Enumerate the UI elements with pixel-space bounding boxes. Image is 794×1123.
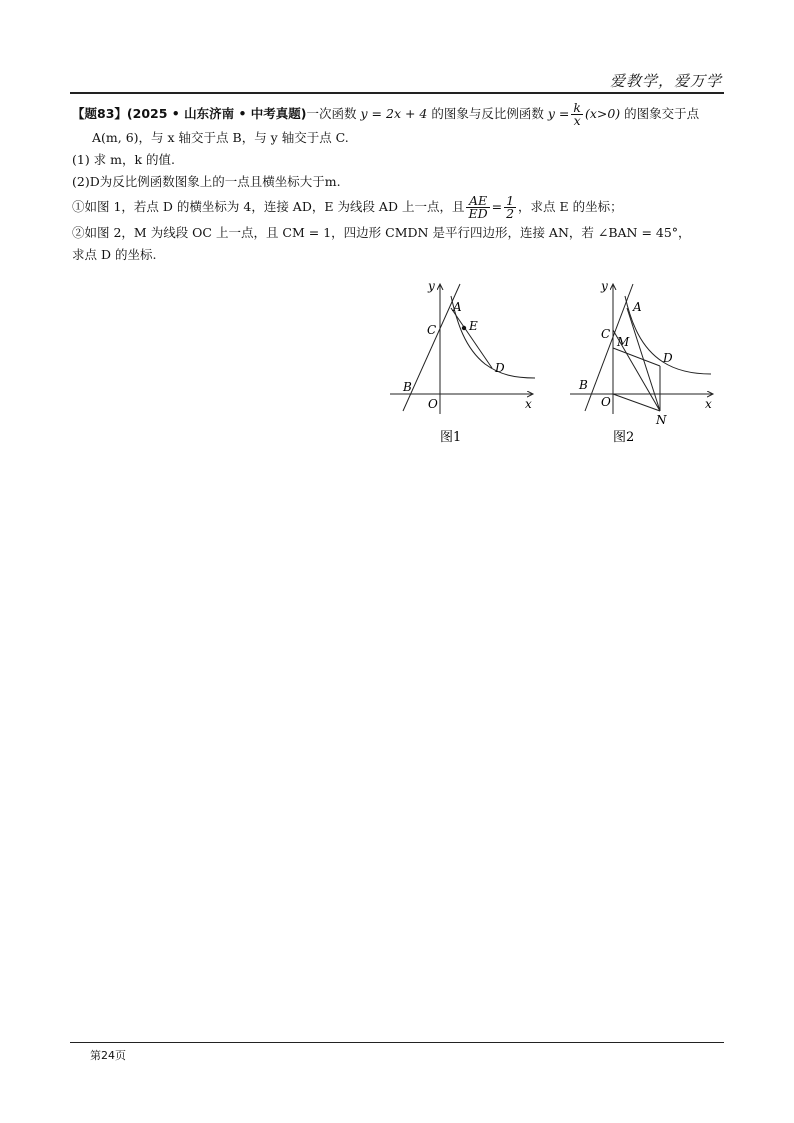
problem-source: (2025 • 山东济南 • 中考真题) [126, 106, 307, 121]
problem-block [72, 102, 726, 266]
inverse-condition: (x>0) [584, 106, 621, 121]
ratio-value-fraction [504, 195, 516, 220]
label-a: A [633, 300, 642, 314]
segment-ad [451, 308, 492, 368]
segment-an [627, 308, 660, 411]
segment-on [613, 394, 660, 411]
question-2b: ②如图 2，M 为线段 OC 上一点，且 CM = 1，四边形 CMDN 是平行四边形，连接 AN，若 ∠BAN = 45°， [72, 225, 691, 240]
label-o: O [601, 395, 611, 409]
stem-part2: 的图象与反比例函数 [431, 106, 544, 121]
label-x: x [525, 397, 532, 411]
label-y: y [601, 279, 608, 293]
label-n: N [656, 413, 667, 427]
question-1: (1) 求 m，k 的值. [72, 152, 176, 167]
inverse-numerator: k [573, 100, 581, 115]
question-2: (2)D为反比例函数图象上的一点且横坐标大于m. [72, 174, 341, 189]
header-rule [70, 92, 724, 94]
problem-line-2: A(m, 6)，与 x 轴交于点 B，与 y 轴交于点 C. [92, 130, 349, 145]
question-2a-part1: ①如图 1，若点 D 的横坐标为 4，连接 AD，E 为线段 AD 上一点，且 [72, 199, 465, 214]
label-d: D [663, 351, 673, 365]
figure-1-caption: 图1 [440, 430, 462, 445]
inverse-fraction [571, 102, 583, 127]
problem-line-1 [72, 102, 726, 127]
inverse-denominator: x [573, 113, 581, 128]
page-number: 第24页 [90, 1049, 126, 1062]
question-2b-line2: 求点 D 的坐标. [72, 247, 157, 262]
header-slogan: 爱教学，爱万学 [609, 72, 722, 90]
ratio-numerator: AE [466, 195, 489, 208]
footer-rule [70, 1042, 724, 1043]
label-d: D [495, 361, 505, 375]
label-c: C [601, 327, 611, 341]
ratio-denominator: ED [468, 206, 488, 221]
linear-equation: y = 2x + 4 [360, 106, 428, 121]
problem-tag: 【题83】 [72, 106, 127, 121]
inverse-lhs: y = [547, 106, 570, 121]
label-e: E [469, 319, 478, 333]
point-e [462, 326, 466, 330]
figure-2 [565, 278, 725, 448]
figure-1 [385, 278, 545, 448]
question-2a-part2: ，求点 E 的坐标； [518, 199, 623, 214]
label-b: B [579, 378, 588, 392]
figure-2-caption: 图2 [613, 430, 635, 445]
question-2a [72, 195, 726, 220]
label-m: M [617, 335, 630, 349]
stem-part1: 一次函数 [306, 106, 357, 121]
ratio-fraction [466, 195, 489, 220]
ratio-value-numerator: 1 [506, 193, 515, 208]
label-b: B [403, 380, 412, 394]
hyperbola-curve [451, 296, 535, 378]
segment-md [613, 348, 660, 366]
label-c: C [427, 323, 437, 337]
ratio-value-denominator: 2 [506, 206, 515, 221]
label-a: A [453, 300, 462, 314]
ratio-equals: = [491, 199, 503, 214]
label-y: y [428, 279, 435, 293]
stem-part3: 的图象交于点 [624, 106, 700, 121]
label-x: x [705, 397, 712, 411]
label-o: O [428, 397, 438, 411]
